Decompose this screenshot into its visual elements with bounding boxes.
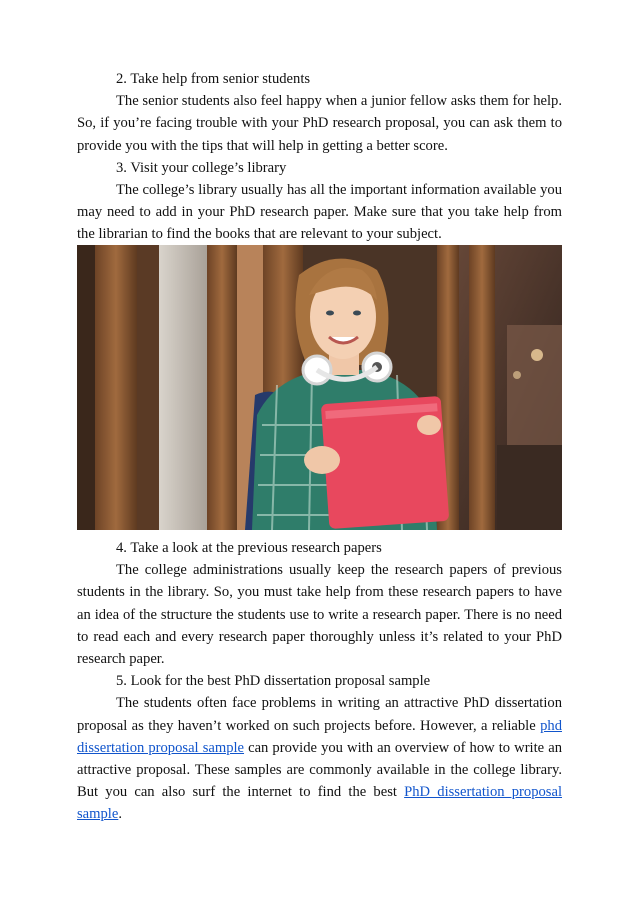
heading-take-help-senior: 2. Take help from senior students bbox=[116, 71, 311, 87]
text-section-2 bbox=[77, 537, 562, 826]
paragraph-previous-papers: The college administrations usually keep the research papers of previous students in the library. So, you must take help from these research papers to have an idea of the structure the students use to write a research paper. There is no need to read each and every research paper thoroughly unless it’s related to your PhD research paper. bbox=[77, 562, 562, 668]
student-photo-illustration bbox=[77, 245, 562, 530]
heading-best-sample: 5. Look for the best PhD dissertation proposal sample bbox=[116, 673, 431, 690]
text-section-1 bbox=[77, 68, 562, 246]
phd-sample-link-2[interactable]: PhD dissertation proposal sample bbox=[77, 784, 562, 823]
student-photo bbox=[77, 245, 562, 530]
phd-sample-link-1[interactable]: phd dissertation proposal sample bbox=[77, 717, 562, 756]
paragraph-library: The college’s library usually has all the important information available you may need to add in your PhD research paper. Make sure that you take help from the librarian to find the books that are relevant to your subject. bbox=[77, 182, 562, 243]
paragraph-text-part-a: The students often face problems in writing an attractive PhD dissertation proposal as they haven’t worked on such projects before. However, a reliable bbox=[77, 695, 562, 734]
paragraph-text-part-c: . bbox=[118, 806, 122, 823]
paragraph-best-sample bbox=[77, 692, 562, 825]
paragraph-text-part-b: can provide you with an overview of how to write an attractive proposal. These samples are commonly available in the college library. But you can also surf the internet to find the best bbox=[77, 739, 562, 801]
paragraph-senior-students: The senior students also feel happy when a junior fellow asks them for help. So, if you’re facing trouble with your PhD research proposal, you can ask them to provide you with the tips that will help in getting a better score. bbox=[77, 93, 562, 154]
heading-previous-papers: 4. Take a look at the previous research papers bbox=[116, 540, 382, 556]
heading-visit-library: 3. Visit your college’s library bbox=[116, 159, 287, 176]
